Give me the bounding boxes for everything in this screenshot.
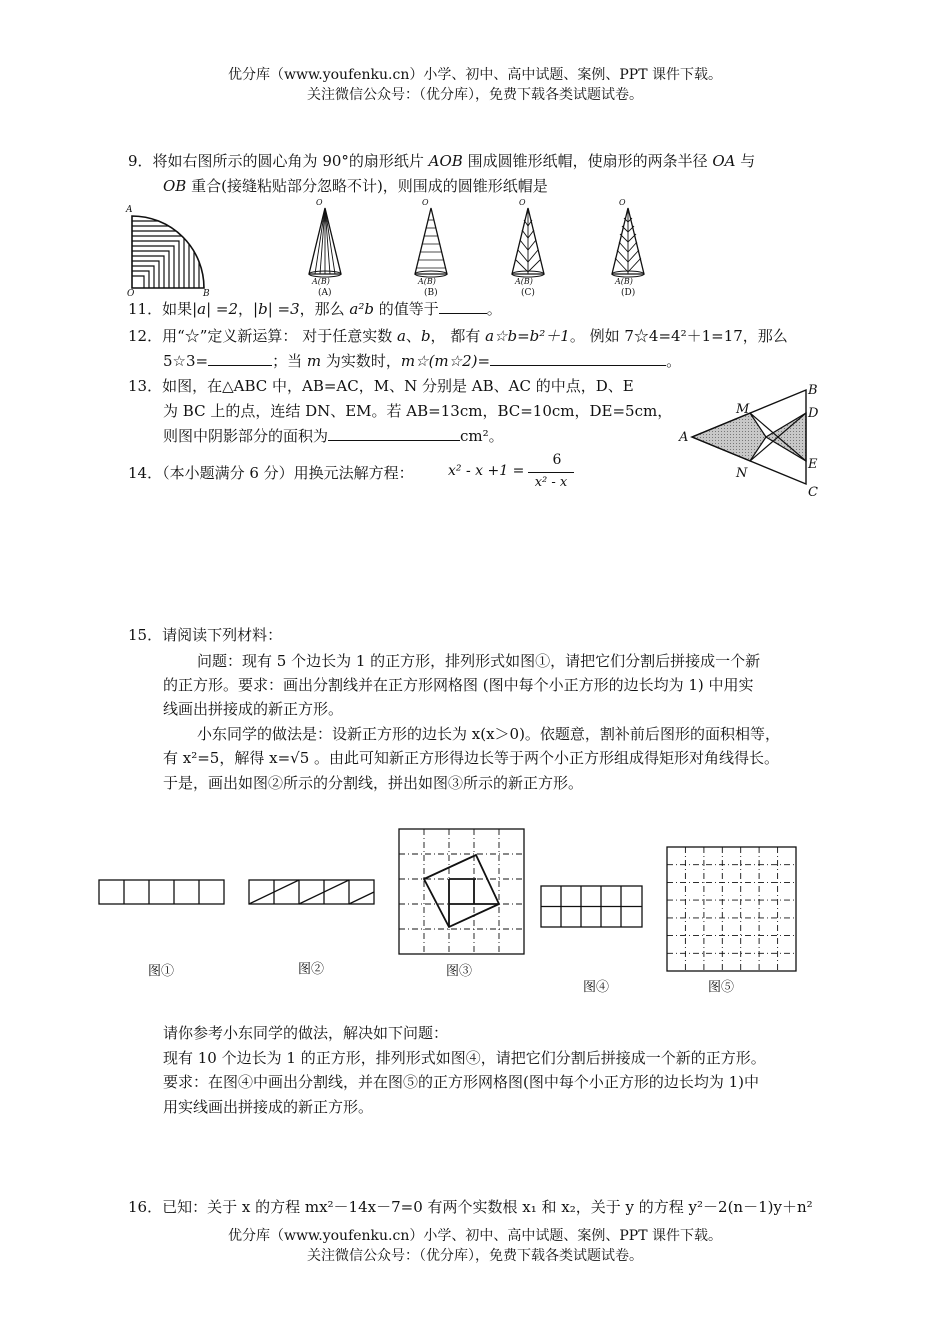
sector-figure [128, 212, 218, 292]
q13-line-3: 则图中阴影部分的面积为 cm²。 [163, 427, 504, 445]
q13-line-2: 为 BC 上的点，连结 DN、EM。若 AB=13cm，BC=10cm，DE=5cm， [163, 402, 673, 420]
sector-label-o: O [127, 289, 135, 299]
option-a-label: (A) [318, 288, 332, 298]
header-line-1: 优分库（www.youfenku.cn）小学、初中、高中试题、案例、PPT 课件下载。 [227, 67, 722, 83]
q15-p1-line-1: 问题：现有 5 个边长为 1 的正方形，排列形式如图①，请把它们分割后拼接成一个新 [197, 652, 761, 670]
cone-option-d [608, 206, 648, 278]
q9-line-2: OB 重合(接缝粘贴部分忽略不计)，则围成的圆锥形纸帽是 [163, 177, 548, 195]
tri-label-m: M [736, 402, 750, 417]
q15-p2-line-1: 小东同学的做法是：设新正方形的边长为 x(x＞0)。依题意，割补前后图形的面积相等， [197, 725, 780, 743]
cone-option-b [411, 206, 451, 278]
q15-p2-line-2: 有 x²=5，解得 x=√5 。由此可知新正方形得边长等于两个小正方形组成得矩形对角线得长。 [163, 749, 780, 767]
q14-equation-lhs: x² - x +1 = [448, 463, 525, 479]
q15-p1-line-3: 线画出拼接成的新正方形。 [163, 700, 344, 718]
cone-d-top-label: O [619, 198, 626, 207]
sector-label-a: A [126, 205, 133, 215]
caption-figure-5: 图⑤ [708, 980, 735, 995]
caption-figure-1: 图① [148, 964, 175, 979]
footer-line-2: 关注微信公众号：（优分库），免费下载各类试题试卷。 [307, 1248, 643, 1264]
q14-fraction-bar [528, 472, 574, 473]
q15-p3-line-3: 要求：在图④中画出分割线，并在图⑤的正方形网格图(图中每个小正方形的边长均为 1)中 [163, 1073, 760, 1091]
option-d-label: (D) [621, 288, 636, 298]
q13-line-1: 13．如图，在△ABC 中，AB=AC，M、N 分别是 AB、AC 的中点，D、E [128, 377, 634, 395]
cone-a-base-label: A(B) [312, 277, 330, 286]
q12-answer-blank-1[interactable] [208, 365, 272, 366]
q14-denominator: x² - x [534, 475, 568, 490]
q9-line-1: 9．将如右图所示的圆心角为 90°的扇形纸片 AOB 围成圆锥形纸帽，使扇形的两条半径 OA 与 [128, 152, 756, 170]
cone-c-base-label: A(B) [515, 277, 533, 286]
figure-4 [540, 885, 644, 929]
caption-figure-2: 图② [298, 962, 325, 977]
q11-line: 11．如果|a| =2，|b| =3，那么 a²b 的值等于 。 [128, 300, 502, 318]
q15-p3-line-2: 现有 10 个边长为 1 的正方形，排列形式如图④，请把它们分割后拼接成一个新的正方形。 [163, 1049, 766, 1067]
tri-label-c: C [808, 485, 818, 500]
caption-figure-4: 图④ [583, 980, 610, 995]
q14-numerator: 6 [552, 452, 562, 468]
tri-label-e: E [808, 457, 818, 472]
q15-title: 15．请阅读下列材料： [128, 626, 283, 644]
cone-option-a [305, 206, 345, 278]
tri-label-a: A [679, 430, 689, 445]
cone-d-base-label: A(B) [615, 277, 633, 286]
option-c-label: (C) [521, 288, 535, 298]
sector-label-b: B [203, 289, 210, 299]
footer-line-1: 优分库（www.youfenku.cn）小学、初中、高中试题、案例、PPT 课件下载。 [227, 1228, 722, 1244]
tri-label-b: B [808, 383, 818, 398]
cone-c-top-label: O [519, 198, 526, 207]
cone-option-c [508, 206, 548, 278]
q16-line: 16．已知：关于 x 的方程 mx²－14x－7=0 有两个实数根 x₁ 和 x₂，关于 y 的方程 y²－2(n－1)y＋n² [128, 1198, 813, 1216]
q15-p2-line-3: 于是，画出如图②所示的分割线，拼出如图③所示的新正方形。 [163, 774, 584, 792]
tri-label-d: D [808, 406, 819, 421]
q12-line-2: 5☆3= ；当 m 为实数时，m☆(m☆2)= 。 [163, 352, 682, 370]
option-b-label: (B) [424, 288, 438, 298]
header-line-2: 关注微信公众号：（优分库），免费下载各类试题试卷。 [307, 87, 643, 103]
q15-p3-line-4: 用实线画出拼接成的新正方形。 [163, 1098, 374, 1116]
q15-p1-line-2: 的正方形。要求：画出分割线并在正方形网格图 (图中每个小正方形的边长均为 1) 中用实 [163, 676, 754, 694]
q12-line-1: 12．用“☆”定义新运算： 对于任意实数 a、b， 都有 a☆b=b²＋1。 例如 7☆4=4²＋1=17，那么 [128, 327, 788, 345]
figure-3 [398, 828, 526, 956]
figure-2 [248, 879, 376, 905]
q12-answer-blank-2[interactable] [490, 365, 666, 366]
q14-line: 14．（本小题满分 6 分）用换元法解方程： [128, 464, 414, 482]
figure-1 [98, 879, 226, 905]
cone-b-base-label: A(B) [418, 277, 436, 286]
q11-answer-blank[interactable] [439, 313, 487, 314]
cone-b-top-label: O [422, 198, 429, 207]
q13-answer-blank[interactable] [328, 440, 460, 441]
q15-p3-line-1: 请你参考小东同学的做法，解决如下问题： [163, 1024, 449, 1042]
tri-label-n: N [736, 466, 748, 481]
caption-figure-3: 图③ [446, 964, 473, 979]
cone-a-top-label: O [316, 198, 323, 207]
figure-5 [666, 846, 798, 973]
